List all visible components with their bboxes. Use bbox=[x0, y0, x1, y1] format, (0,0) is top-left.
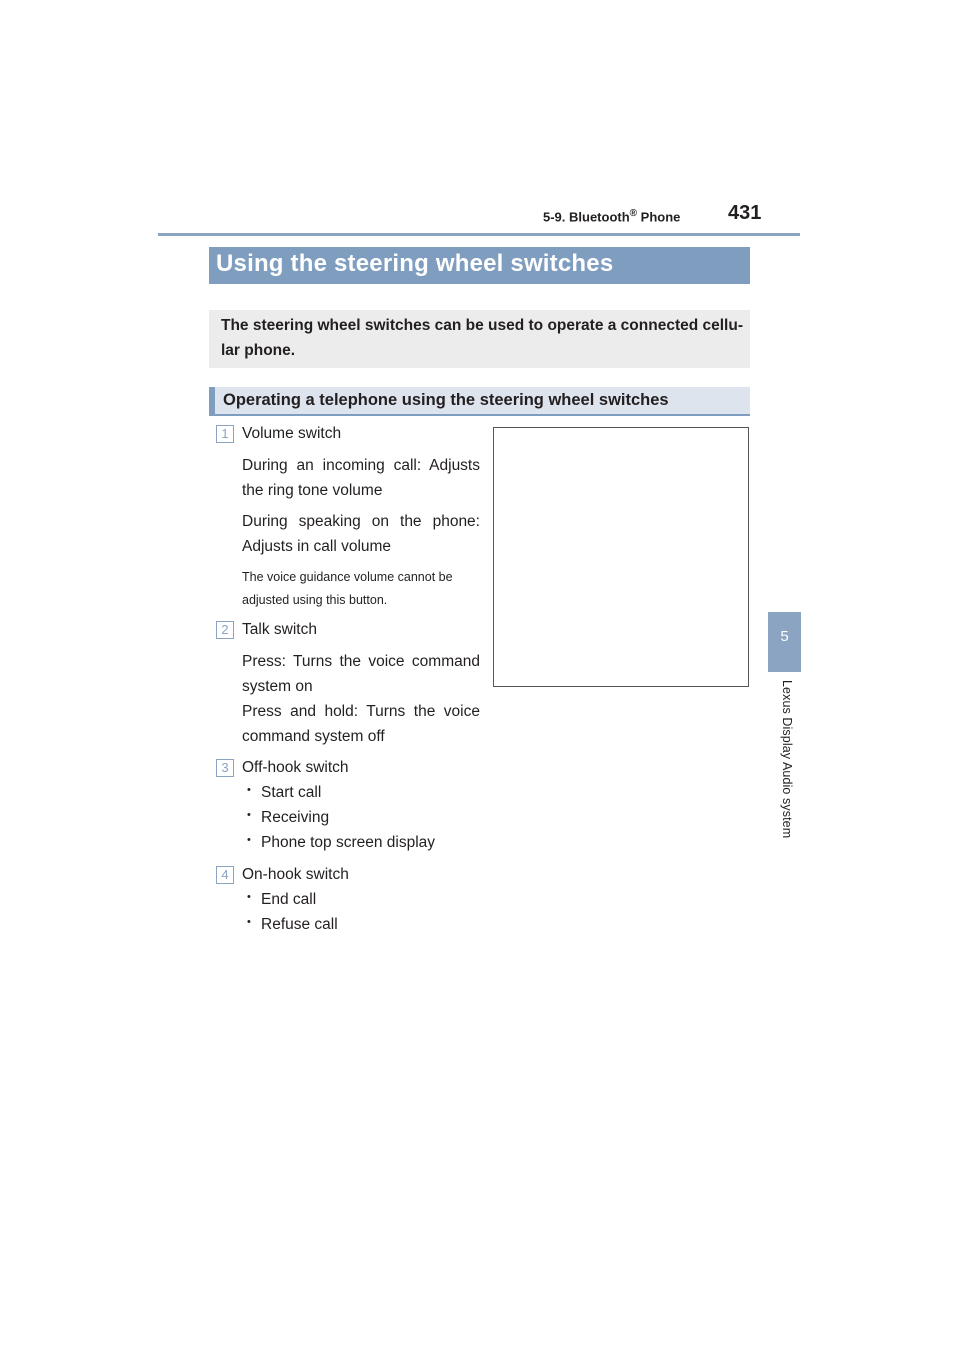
item-marker-1: 1 bbox=[216, 425, 234, 443]
registered-mark: ® bbox=[629, 208, 638, 219]
chapter-label: Lexus Display Audio system bbox=[780, 680, 794, 839]
item-name-talk: Talk switch bbox=[242, 621, 317, 638]
page-title: Using the steering wheel switches bbox=[216, 250, 614, 277]
item-desc-talk-2: Press and hold: Turns the voice command system off bbox=[242, 703, 480, 745]
item-marker-4: 4 bbox=[216, 866, 234, 884]
item-marker-3: 3 bbox=[216, 759, 234, 777]
header-rule bbox=[158, 233, 800, 236]
section-suffix: Phone bbox=[637, 209, 681, 225]
list-item: • Receiving bbox=[247, 805, 329, 830]
item-name-off-hook: Off-hook switch bbox=[242, 759, 349, 776]
item-desc-volume-1: During an incoming call: Adjusts the ring tone volume bbox=[242, 457, 480, 499]
intro-text: The steering wheel switches can be used to operate a connected cellu-lar phone. bbox=[221, 317, 743, 359]
item-desc-talk-1: Press: Turns the voice command system on bbox=[242, 653, 480, 695]
item-marker-2: 2 bbox=[216, 621, 234, 639]
item-name-on-hook: On-hook switch bbox=[242, 866, 349, 883]
list-item: • Start call bbox=[247, 780, 321, 805]
steering-wheel-figure bbox=[493, 427, 749, 687]
section-name: 5-9. Bluetooth bbox=[543, 209, 630, 225]
chapter-number: 5 bbox=[780, 628, 789, 645]
item-note-volume: The voice guidance volume cannot be adjusted using this button. bbox=[242, 570, 453, 607]
list-item: • End call bbox=[247, 887, 316, 912]
page-number: 431 bbox=[728, 202, 762, 224]
section-header bbox=[543, 208, 680, 224]
subheading: Operating a telephone using the steering wheel switches bbox=[223, 391, 669, 409]
item-desc-volume-2: During speaking on the phone: Adjusts in call volume bbox=[242, 513, 480, 555]
list-item: • Refuse call bbox=[247, 912, 338, 937]
item-name-volume: Volume switch bbox=[242, 425, 342, 442]
list-item: • Phone top screen display bbox=[247, 830, 435, 855]
